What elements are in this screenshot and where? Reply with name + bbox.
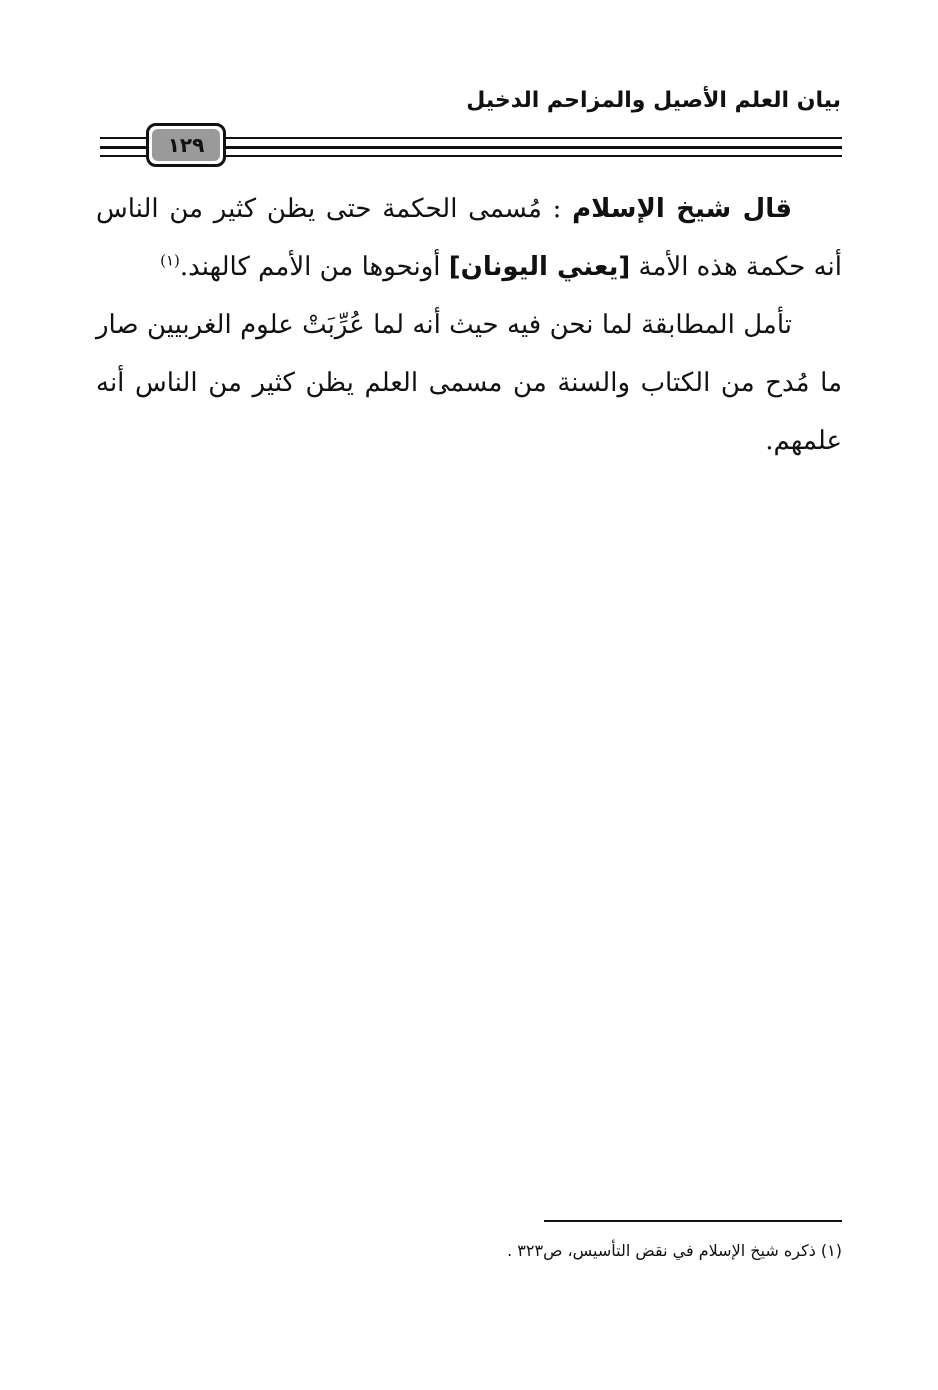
bracketed-clarification: [يعني اليونان] xyxy=(448,252,631,282)
paragraph-1-text-b: أونحوها من الأمم كالهند. xyxy=(179,252,449,282)
quote-attribution: قال شيخ الإسلام xyxy=(572,194,792,224)
paragraph-1-text-a: : مُسمى الحكمة حتى يظن كثير من الناس أنه حكمة هذه الأمة xyxy=(96,194,842,282)
main-text xyxy=(96,180,842,470)
footnote-separator xyxy=(544,1220,842,1222)
paragraph-1 xyxy=(96,180,842,296)
footnote-reference: (١) xyxy=(160,251,180,270)
paragraph-2: تأمل المطابقة لما نحن فيه حيث أنه لما عُرِّبَتْ علوم الغربيين صار ما مُدح من الكتاب والسنة من مسمى العلم يظن كثير من الناس أنه علمهم. xyxy=(96,310,842,456)
running-title: بيان العلم الأصيل والمزاحم الدخيل xyxy=(466,88,841,113)
page-number: ١٢٩ xyxy=(152,129,220,161)
page-number-badge xyxy=(146,123,226,167)
footnote-1: (١) ذكره شيخ الإسلام في نقض التأسيس، ص٣٢٣ . xyxy=(507,1241,842,1260)
